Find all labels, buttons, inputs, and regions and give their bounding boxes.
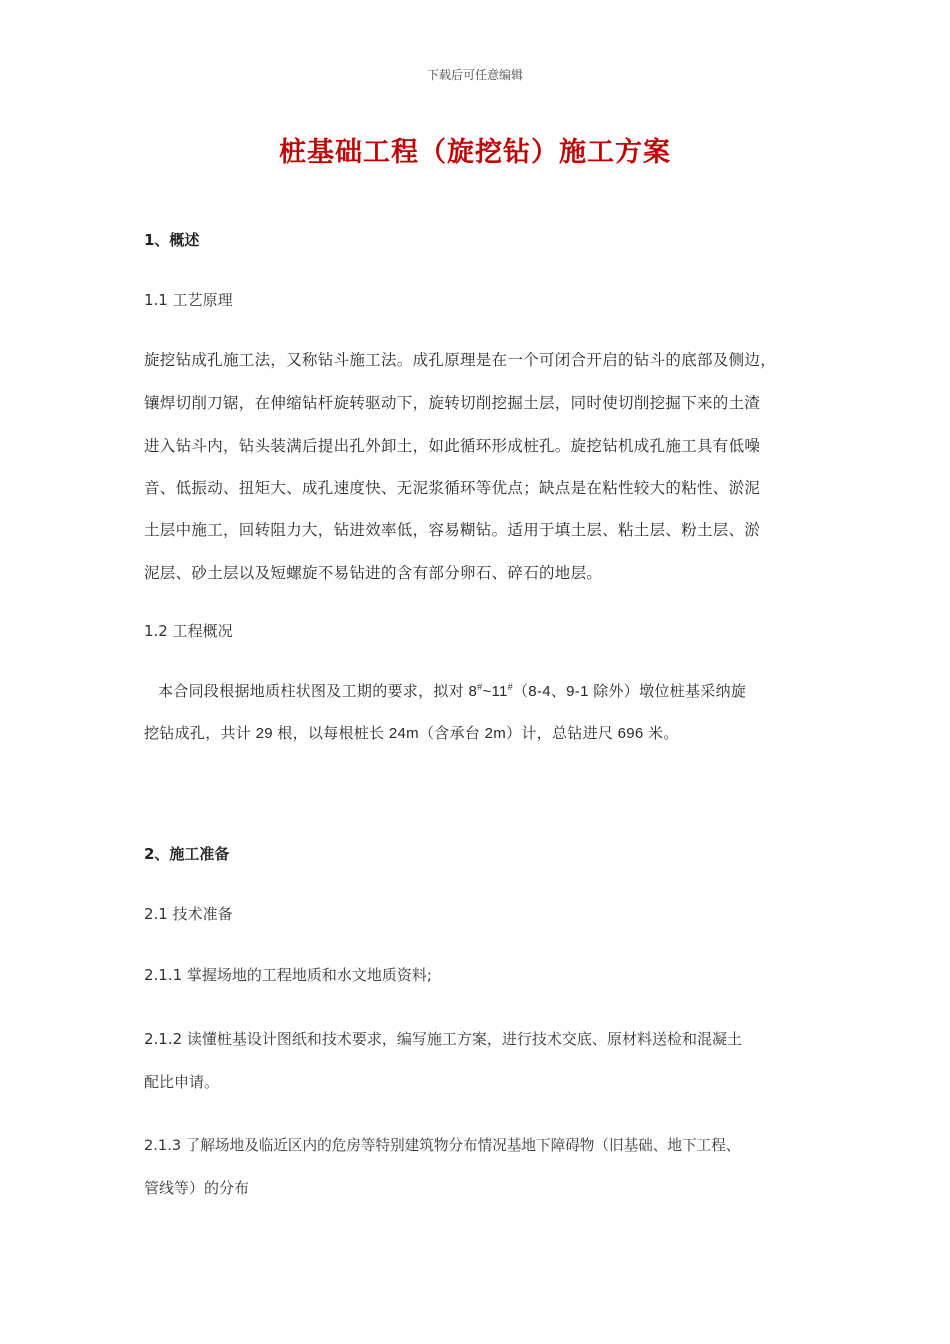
paragraph-line: 泥层、砂土层以及短螺旋不易钻进的含有部分卵石、碎石的地层。 xyxy=(144,564,603,582)
paragraph-line: 土层中施工，回转阻力大，钻进效率低，容易糊钻。适用于填土层、粘土层、粉土层、淤 xyxy=(144,521,761,539)
document-title: 桩基础工程（旋挖钻）施工方案 xyxy=(279,137,671,168)
item-2-1-2-line-1: 2.1.2 读懂桩基设计图纸和技术要求，编写施工方案，进行技术交底、原材料送检和混凝土 xyxy=(144,1030,742,1048)
section-2-1-heading: 2.1 技术准备 xyxy=(144,905,233,923)
grade-mark: # xyxy=(477,682,483,692)
paragraph-line: 镶焊切削刀锯，在伸缩钻杆旋转驱动下，旋转切削挖掘土层，同时使切削挖掘下来的土渣 xyxy=(144,394,761,412)
section-1-2-heading: 1.2 工程概况 xyxy=(144,622,233,640)
item-2-1-3-line-2: 管线等）的分布 xyxy=(144,1179,250,1197)
paragraph-line: 音、低振动、扭矩大、成孔速度快、无泥浆循环等优点；缺点是在粘性较大的粘性、淤泥 xyxy=(144,479,761,497)
section-1-1-heading: 1.1 工艺原理 xyxy=(144,291,233,309)
overview-line-1: 本合同段根据地质柱状图及工期的要求，拟对 8#~11#（8-4、9-1 除外）墩位桩基采纳旋 xyxy=(158,682,747,700)
paragraph-line: 进入钻斗内，钻头装满后提出孔外卸土，如此循环形成桩孔。旋挖钻机成孔施工具有低噪 xyxy=(144,437,761,455)
item-2-1-1: 2.1.1 掌握场地的工程地质和水文地质资料; xyxy=(144,966,432,984)
item-2-1-3-line-1: 2.1.3 了解场地及临近区内的危房等特别建筑物分布情况基地下障碍物（旧基础、地下工程、 xyxy=(144,1137,741,1154)
section-1-heading: 1、概述 xyxy=(144,231,200,249)
overview-line-2: 挖钻成孔，共计 29 根，以每根桩长 24m（含承台 2m）计，总钻进尺 696 米。 xyxy=(144,725,679,742)
item-2-1-2-line-2: 配比申请。 xyxy=(144,1073,220,1091)
header-note: 下载后可任意编辑 xyxy=(426,68,523,82)
paragraph-line: 旋挖钻成孔施工法，又称钻斗施工法。成孔原理是在一个可闭合开启的钻斗的底部及侧边， xyxy=(144,351,777,369)
section-2-heading: 2、施工准备 xyxy=(144,845,230,863)
grade-mark: # xyxy=(507,682,513,692)
